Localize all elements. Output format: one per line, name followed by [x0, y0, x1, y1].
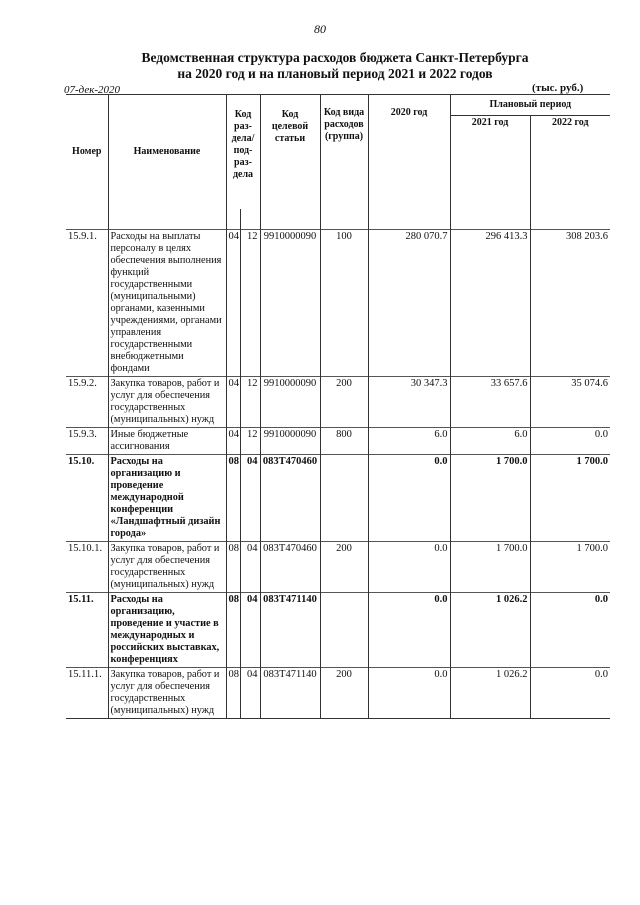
row-target: 9910000090 — [260, 428, 320, 455]
row-value-2021: 33 657.6 — [450, 377, 530, 428]
row-name: Иные бюджетные ассигнования — [108, 428, 226, 455]
row-target: 083Т471140 — [260, 668, 320, 719]
row-target: 083Т471140 — [260, 593, 320, 668]
row-name: Закупка товаров, работ и услуг для обеспечения государственных (муниципальных) нужд — [108, 668, 226, 719]
row-subsection: 12 — [240, 230, 260, 377]
row-value-2022: 0.0 — [530, 428, 610, 455]
row-section: 08 — [226, 593, 240, 668]
header-target: Код целевой статьи — [260, 95, 320, 210]
title-line-2: на 2020 год и на плановый период 2021 и 2022 годов — [177, 66, 493, 81]
row-number: 15.11.1. — [66, 668, 108, 719]
header-number: Номер — [66, 95, 108, 210]
row-expense-type: 800 — [320, 428, 368, 455]
row-section: 04 — [226, 230, 240, 377]
row-value-2022: 0.0 — [530, 668, 610, 719]
row-value-2020: 0.0 — [368, 542, 450, 593]
row-expense-type — [320, 455, 368, 542]
row-subsection: 12 — [240, 428, 260, 455]
row-value-2022: 35 074.6 — [530, 377, 610, 428]
row-name: Расходы на организацию и проведение международной конференции «Ландшафтный дизайн города» — [108, 455, 226, 542]
row-number: 15.9.1. — [66, 230, 108, 377]
row-section: 08 — [226, 455, 240, 542]
table-row — [66, 593, 610, 668]
table-row — [66, 542, 610, 593]
row-expense-type: 200 — [320, 542, 368, 593]
row-number: 15.9.2. — [66, 377, 108, 428]
row-target: 083Т470460 — [260, 542, 320, 593]
row-value-2020: 280 070.7 — [368, 230, 450, 377]
row-value-2022: 308 203.6 — [530, 230, 610, 377]
header-section: Код раз-дела/ под-раз-дела — [226, 95, 260, 210]
row-value-2021: 296 413.3 — [450, 230, 530, 377]
row-target: 083Т470460 — [260, 455, 320, 542]
header-expense-type: Код вида расходов (группа) — [320, 95, 368, 210]
row-value-2021: 1 700.0 — [450, 455, 530, 542]
table-row — [66, 230, 610, 377]
row-name: Расходы на организацию, проведение и участие в международных и российских выставках, конференциях — [108, 593, 226, 668]
row-value-2022: 1 700.0 — [530, 455, 610, 542]
table-row — [66, 455, 610, 542]
row-subsection: 04 — [240, 668, 260, 719]
page-number: 80 — [314, 22, 326, 36]
row-subsection: 04 — [240, 455, 260, 542]
row-number: 15.10. — [66, 455, 108, 542]
row-value-2021: 1 700.0 — [450, 542, 530, 593]
row-number: 15.9.3. — [66, 428, 108, 455]
row-name: Закупка товаров, работ и услуг для обеспечения государственных (муниципальных) нужд — [108, 542, 226, 593]
row-subsection: 04 — [240, 542, 260, 593]
row-value-2022: 0.0 — [530, 593, 610, 668]
row-name: Закупка товаров, работ и услуг для обеспечения государственных (муниципальных) нужд — [108, 377, 226, 428]
units-label: (тыс. руб.) — [532, 82, 584, 94]
row-section: 04 — [226, 377, 240, 428]
row-expense-type: 100 — [320, 230, 368, 377]
row-value-2020: 30 347.3 — [368, 377, 450, 428]
row-name: Расходы на выплаты персоналу в целях обеспечения выполнения функций государственными (муниципальными) органами, казенными учреждениями, органами управления государственными внебюджетными фондами — [108, 230, 226, 377]
row-section: 08 — [226, 668, 240, 719]
header-name: Наименование — [108, 95, 226, 210]
row-value-2022: 1 700.0 — [530, 542, 610, 593]
row-value-2021: 1 026.2 — [450, 593, 530, 668]
report-date: 07-дек-2020 — [64, 84, 121, 96]
header-2020: 2020 год — [368, 95, 450, 210]
row-section: 04 — [226, 428, 240, 455]
row-subsection: 04 — [240, 593, 260, 668]
header-2022: 2022 год — [530, 116, 610, 210]
row-value-2020: 0.0 — [368, 593, 450, 668]
row-target: 9910000090 — [260, 230, 320, 377]
row-target: 9910000090 — [260, 377, 320, 428]
row-value-2021: 1 026.2 — [450, 668, 530, 719]
title-line-1: Ведомственная структура расходов бюджета Санкт-Петербурга — [141, 50, 529, 65]
table-row — [66, 668, 610, 719]
table-row — [66, 377, 610, 428]
row-value-2020: 6.0 — [368, 428, 450, 455]
row-value-2020: 0.0 — [368, 668, 450, 719]
table-row — [66, 428, 610, 455]
row-number: 15.11. — [66, 593, 108, 668]
header-planned-period: Плановый период — [450, 95, 610, 116]
row-number: 15.10.1. — [66, 542, 108, 593]
document-title — [60, 50, 610, 82]
row-expense-type — [320, 593, 368, 668]
row-subsection: 12 — [240, 377, 260, 428]
budget-table — [66, 94, 610, 719]
row-expense-type: 200 — [320, 377, 368, 428]
header-2021: 2021 год — [450, 116, 530, 210]
row-value-2021: 6.0 — [450, 428, 530, 455]
row-section: 08 — [226, 542, 240, 593]
row-value-2020: 0.0 — [368, 455, 450, 542]
row-expense-type: 200 — [320, 668, 368, 719]
